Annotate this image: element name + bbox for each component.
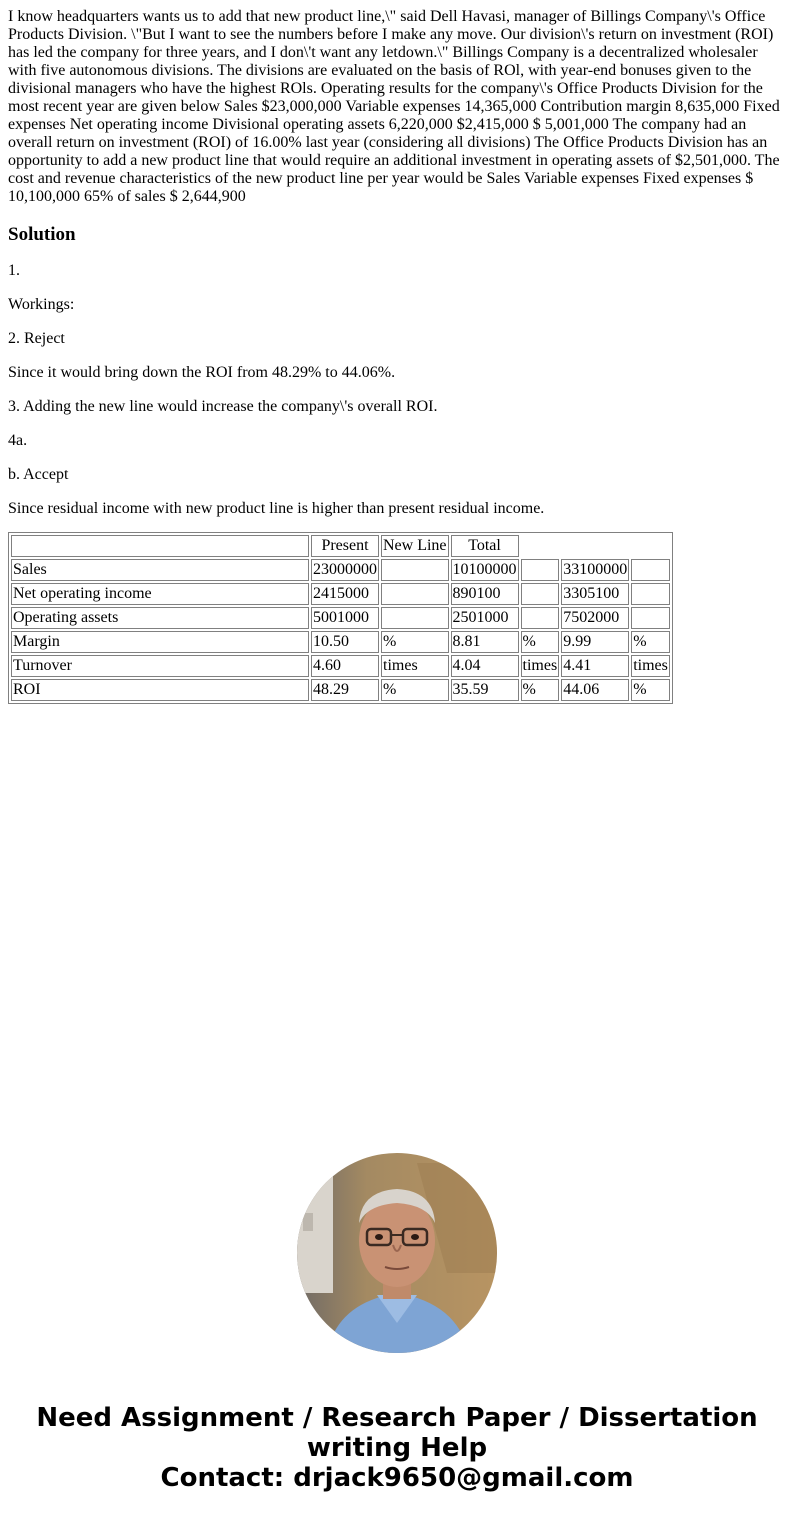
- table-row: [11, 679, 670, 701]
- table-cell: 3305100: [561, 583, 629, 605]
- table-header-cell: [11, 535, 309, 557]
- promo-footer: [0, 1403, 794, 1493]
- solution-line-3: 3. Adding the new line would increase the company\'s overall ROI.: [8, 398, 438, 415]
- table-cell: 7502000: [561, 607, 629, 629]
- roi-table: [8, 532, 673, 704]
- table-cell: [381, 559, 449, 581]
- table-cell: ROI: [11, 679, 309, 701]
- table-cell: Net operating income: [11, 583, 309, 605]
- table-cell: [381, 607, 449, 629]
- table-cell: times: [521, 655, 560, 677]
- table-header-blank: [561, 535, 629, 557]
- table-cell: 8.81: [451, 631, 519, 653]
- table-cell: [521, 559, 560, 581]
- table-cell: Operating assets: [11, 607, 309, 629]
- solution-line-4b: b. Accept: [8, 466, 69, 483]
- table-cell: 5001000: [311, 607, 379, 629]
- table-cell: 9.99: [561, 631, 629, 653]
- table-header-cell: Present: [311, 535, 379, 557]
- table-cell: Margin: [11, 631, 309, 653]
- table-cell: %: [631, 631, 670, 653]
- promo-line-1: Need Assignment / Research Paper / Dissertation: [36, 1403, 758, 1433]
- table-cell: 4.04: [451, 655, 519, 677]
- tutor-avatar: [297, 1153, 497, 1353]
- solution-line-4b-reason: Since residual income with new product line is higher than present residual income.: [8, 500, 545, 517]
- table-row: [11, 655, 670, 677]
- table-cell: [521, 583, 560, 605]
- table-header-blank: [521, 535, 560, 557]
- solution-line-2-reason: Since it would bring down the ROI from 48.29% to 44.06%.: [8, 364, 396, 381]
- table-cell: 35.59: [451, 679, 519, 701]
- solution-line-workings: Workings:: [8, 296, 75, 313]
- table-row: [11, 631, 670, 653]
- table-cell: 4.60: [311, 655, 379, 677]
- table-cell: 10100000: [451, 559, 519, 581]
- table-cell: [631, 607, 670, 629]
- table-cell: 23000000: [311, 559, 379, 581]
- table-cell: 4.41: [561, 655, 629, 677]
- table-cell: 48.29: [311, 679, 379, 701]
- table-cell: 2501000: [451, 607, 519, 629]
- table-cell: %: [521, 679, 560, 701]
- table-row: [11, 559, 670, 581]
- table-cell: 2415000: [311, 583, 379, 605]
- solution-line-2: 2. Reject: [8, 330, 65, 347]
- table-cell: Turnover: [11, 655, 309, 677]
- table-header-cell: New Line: [381, 535, 449, 557]
- table-cell: 33100000: [561, 559, 629, 581]
- solution-line-1: 1.: [8, 262, 20, 279]
- table-cell: times: [631, 655, 670, 677]
- table-cell: %: [521, 631, 560, 653]
- table-header-row: [11, 535, 670, 557]
- question-text: I know headquarters wants us to add that new product line,\" said Dell Havasi, manager of Billings Company\'s Office Products Division. \"But I want to see the numbers before I make any move. Our division\'s return on investment (ROI) has led the company for three years, and I don\'t want any letdown.\" Billings Company is a decentralized wholesaler with five autonomous divisions. The divisions are evaluated on the basis of ROl, with year-end bonuses given to the divisional managers who have the highest ROls. Operating results for the company\'s Office Products Division for the most recent year are given below Sales $23,000,000 Variable expenses 14,365,000 Contribution margin 8,635,000 Fixed expenses Net operating income Divisional operating assets 6,220,000 $2,415,000 $ 5,001,000 The company had an overall return on investment (ROI) of 16.00% last year (considering all divisions) The Office Products Division has an opportunity to add a new product line that would require an additional investment in operating assets of $2,501,000. The cost and revenue characteristics of the new product line per year would be Sales Variable expenses Fixed expenses $ 10,100,000 65% of sales $ 2,644,900: [8, 8, 780, 205]
- table-cell: %: [381, 679, 449, 701]
- table-cell: %: [631, 679, 670, 701]
- table-header-cell: Total: [451, 535, 519, 557]
- table-cell: %: [381, 631, 449, 653]
- page-content: [0, 0, 794, 704]
- table-row: [11, 583, 670, 605]
- promo-contact: Contact: drjack9650@gmail.com: [160, 1463, 634, 1493]
- table-cell: 44.06: [561, 679, 629, 701]
- table-cell: [631, 583, 670, 605]
- table-cell: 10.50: [311, 631, 379, 653]
- table-header-blank: [631, 535, 670, 557]
- table-cell: [521, 607, 560, 629]
- solution-line-4a: 4a.: [8, 432, 28, 449]
- tutor-photo-illustration: [297, 1153, 497, 1353]
- table-cell: [381, 583, 449, 605]
- solution-heading: Solution: [8, 224, 76, 245]
- table-cell: 890100: [451, 583, 519, 605]
- table-cell: times: [381, 655, 449, 677]
- promo-line-2: writing Help: [306, 1433, 488, 1463]
- table-cell: Sales: [11, 559, 309, 581]
- table-row: [11, 607, 670, 629]
- table-cell: [631, 559, 670, 581]
